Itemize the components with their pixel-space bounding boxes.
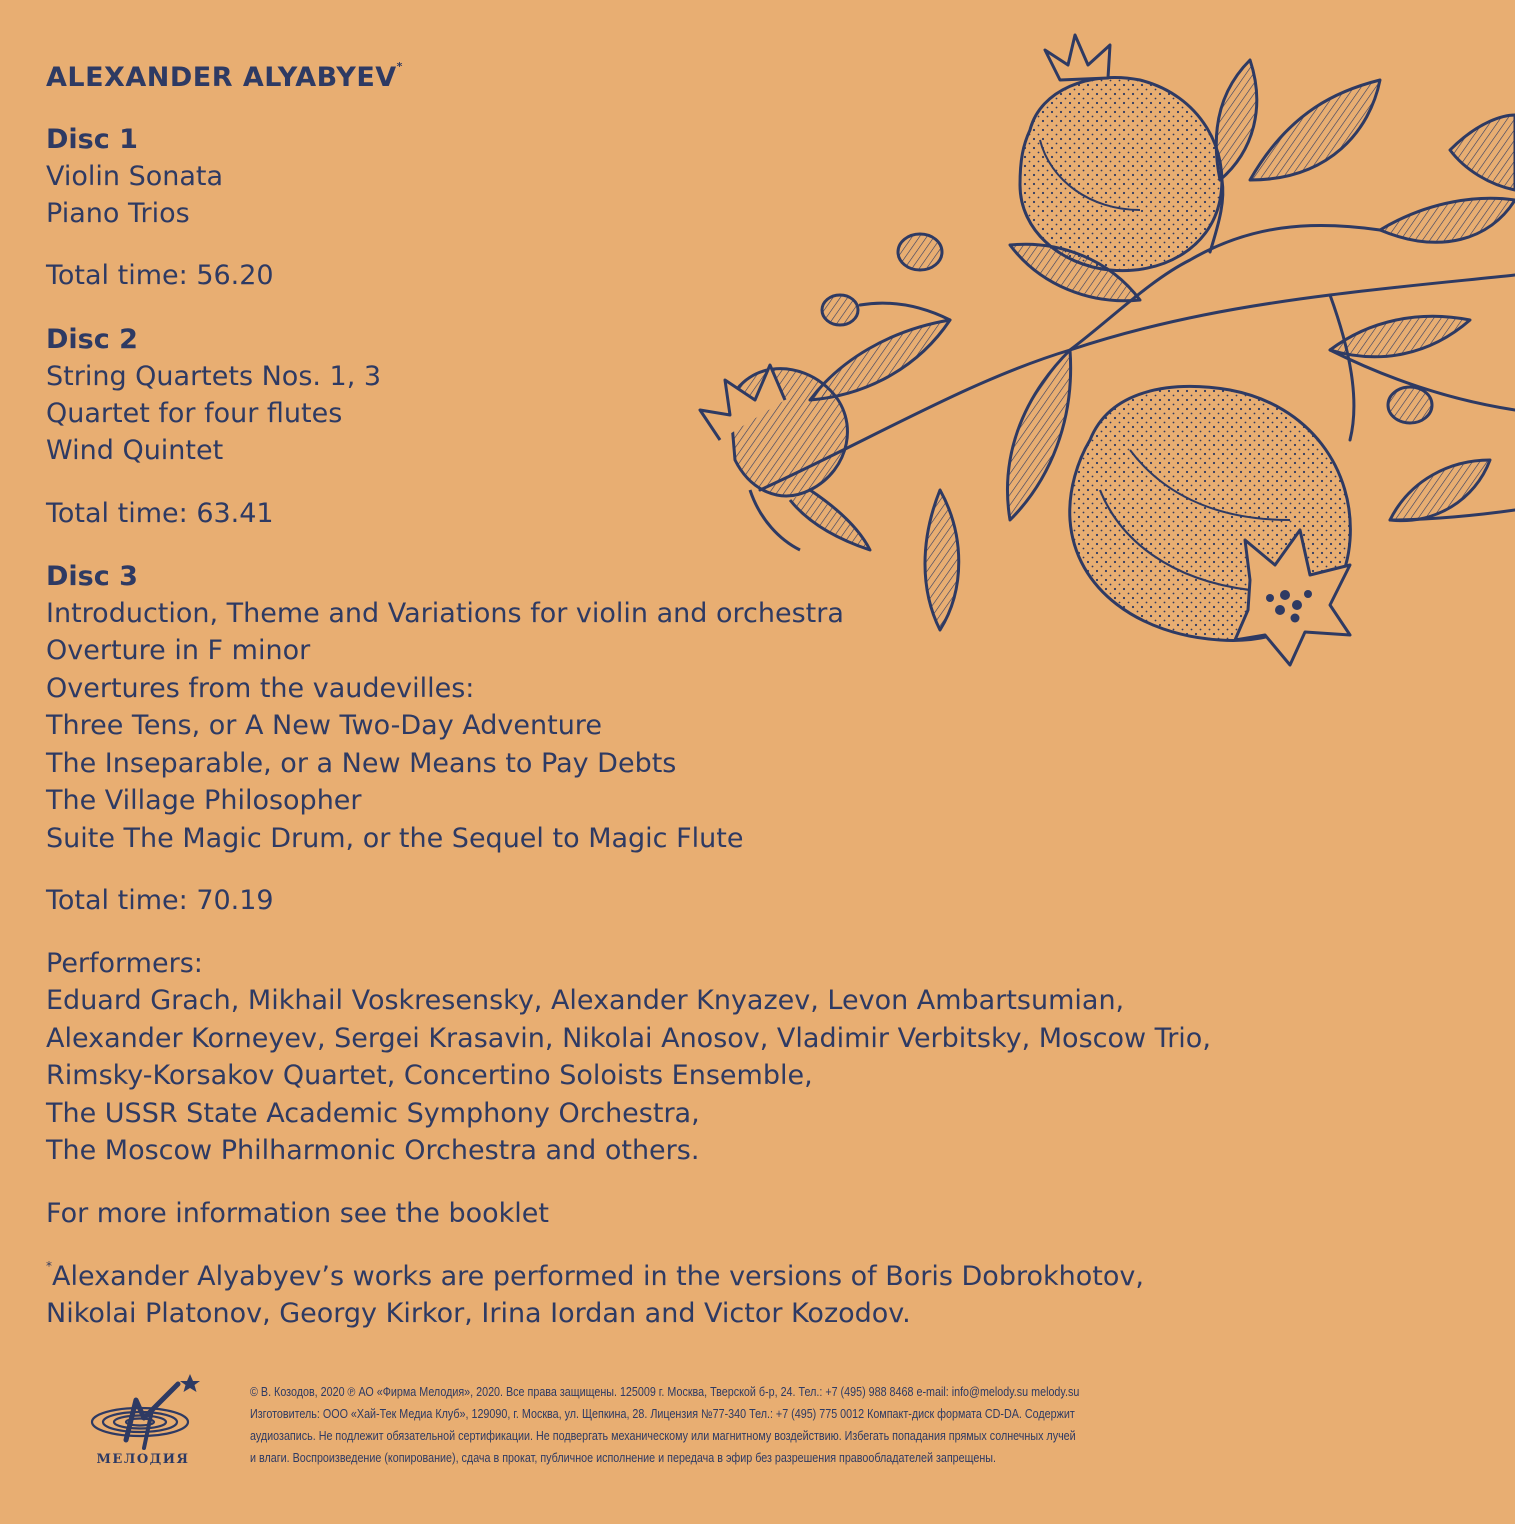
performers-line: Alexander Korneyev, Sergei Krasavin, Nikolai Anosov, Vladimir Verbitsky, Moscow Trio, <box>46 1023 1211 1054</box>
pomegranate-branch-illustration-icon <box>690 20 1515 680</box>
disc-2-work: Quartet for four flutes <box>46 398 343 429</box>
legal-line: © В. Козодов, 2020 ℗ АО «Фирма Мелодия», 2020. Все права защищены. 125009 г. Москва, Тверской б-р, 24. Тел.: +7 (495) 988 8468 e-mail: info@melody.su melody.su <box>250 1385 1080 1399</box>
footnote-mark: * <box>396 60 403 73</box>
disc-1-work: Piano Trios <box>46 198 190 229</box>
disc-2-total-time: Total time: 63.41 <box>46 498 274 529</box>
performers-line: The Moscow Philharmonic Orchestra and others. <box>46 1135 700 1166</box>
legal-line: Изготовитель: ООО «Хай-Тек Медиа Клуб», 129090, г. Москва, ул. Щепкина, 28. Лицензия №77-340 Тел.: +7 (495) 775 0012 Компакт-диск формата CD-DA. Содержит <box>250 1407 1075 1421</box>
legal-text <box>250 1381 1127 1469</box>
disc-3-total-time: Total time: 70.19 <box>46 885 274 916</box>
disc-3-heading: Disc 3 <box>46 561 138 592</box>
melodiya-logo-text: МЕЛОДИЯ <box>96 1452 190 1467</box>
disc-2-heading: Disc 2 <box>46 324 138 355</box>
disc-1-work: Violin Sonata <box>46 161 224 192</box>
disc-3-work: The Village Philosopher <box>46 785 362 816</box>
disc-3-work: Overture in F minor <box>46 635 311 666</box>
disc-1-total-time: Total time: 56.20 <box>46 260 274 291</box>
disc-3-work: The Inseparable, or a New Means to Pay Debts <box>46 748 677 779</box>
legal-line: аудиозапись. Не подлежит обязательной сертификации. Не подвергать механическому или магнитному воздействию. Избегать попадания прямых солнечных лучей <box>250 1429 1076 1443</box>
footnote-line: *Alexander Alyabyev’s works are performed in the versions of Boris Dobrokhotov, <box>46 1259 1144 1292</box>
footnote-line: Nikolai Platonov, Georgy Kirkor, Irina Iordan and Victor Kozodov. <box>46 1298 911 1329</box>
disc-3-work: Three Tens, or A New Two-Day Adventure <box>46 710 602 741</box>
legal-line: и влаги. Воспроизведение (копирование), сдача в прокат, публичное исполнение и передача в эфир без разрешения правообладателей запрещены. <box>250 1451 996 1465</box>
performers-heading: Performers: <box>46 948 203 979</box>
disc-2-work: String Quartets Nos. 1, 3 <box>46 361 382 392</box>
performers-line: Rimsky-Korsakov Quartet, Concertino Soloists Ensemble, <box>46 1060 813 1091</box>
composer-title: ALEXANDER ALYABYEV* <box>46 60 403 93</box>
disc-3-work: Suite The Magic Drum, or the Sequel to Magic Flute <box>46 823 744 854</box>
disc-2-work: Wind Quintet <box>46 435 224 466</box>
disc-3-work: Introduction, Theme and Variations for violin and orchestra <box>46 598 844 629</box>
performers-line: Eduard Grach, Mikhail Voskresensky, Alexander Knyazev, Levon Ambartsumian, <box>46 985 1125 1016</box>
disc-3-work: Overtures from the vaudevilles: <box>46 673 475 704</box>
more-info-note: For more information see the booklet <box>46 1198 549 1229</box>
performers-line: The USSR State Academic Symphony Orchestra, <box>46 1098 700 1129</box>
footnote-mark: * <box>46 1259 52 1273</box>
disc-1-heading: Disc 1 <box>46 124 138 155</box>
